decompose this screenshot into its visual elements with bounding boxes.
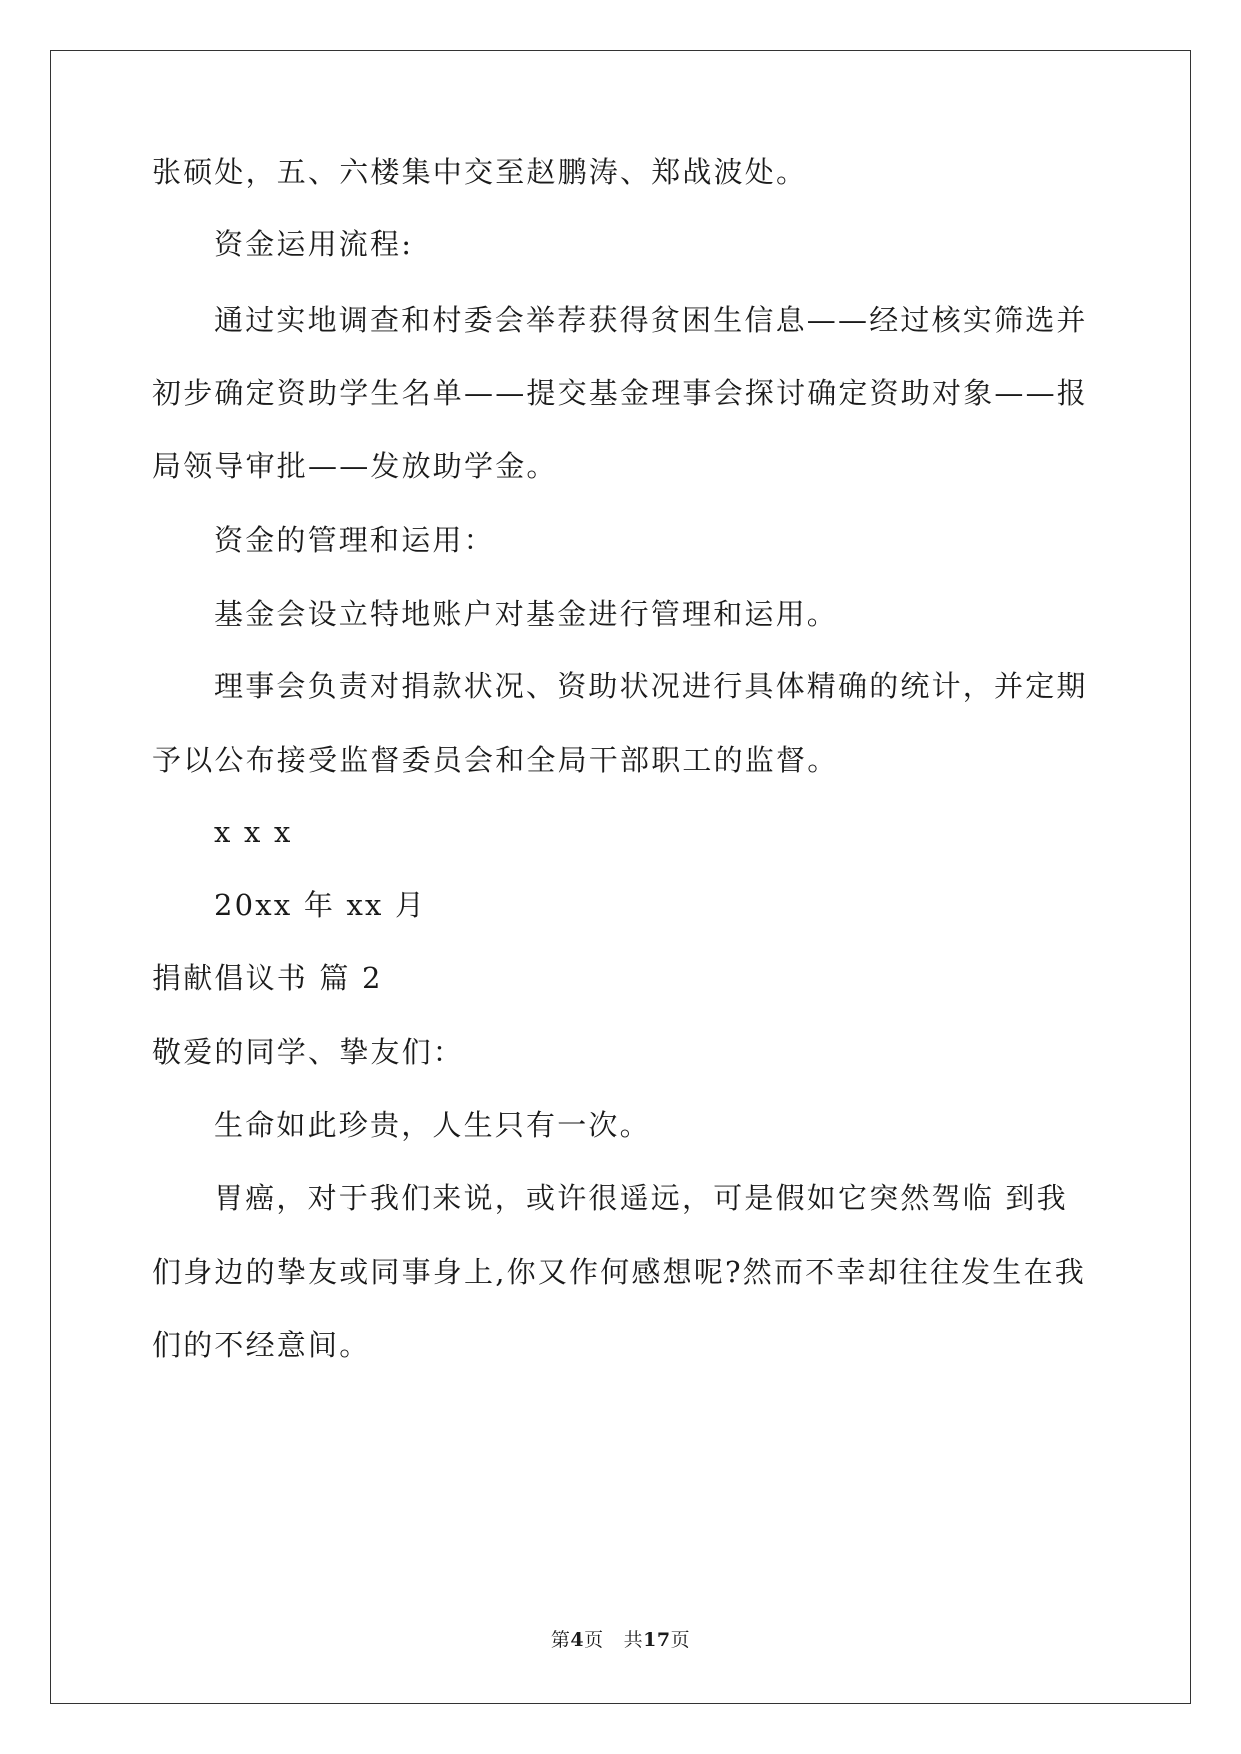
body-line-16: 们身边的挚友或同事身上,你又作何感想呢?然而不幸却往往发生在我 bbox=[152, 1255, 1086, 1289]
section-heading-fund-flow: 资金运用流程: bbox=[214, 227, 414, 261]
body-line-5: 局领导审批——发放助学金。 bbox=[152, 449, 558, 483]
page-border bbox=[50, 50, 1191, 1704]
section-title: 捐献倡议书 篇 2 bbox=[152, 961, 383, 995]
page-footer bbox=[0, 1628, 1241, 1652]
body-line-7: 基金会设立特地账户对基金进行管理和运用。 bbox=[214, 597, 839, 631]
section-heading-fund-management: 资金的管理和运用： bbox=[214, 523, 495, 557]
body-line-9: 予以公布接受监督委员会和全局干部职工的监督。 bbox=[152, 743, 839, 777]
signature-date: 20xx 年 xx 月 bbox=[214, 888, 427, 922]
signature-name: x x x bbox=[214, 815, 293, 849]
body-line-1: 张硕处，五、六楼集中交至赵鹏涛、郑战波处。 bbox=[152, 155, 808, 189]
page-number: 4 bbox=[570, 1629, 585, 1651]
page-suffix: 页 bbox=[584, 1629, 604, 1651]
page-prefix: 第 bbox=[550, 1629, 571, 1651]
salutation: 敬爱的同学、挚友们： bbox=[152, 1035, 465, 1069]
total-suffix: 页 bbox=[670, 1629, 691, 1651]
body-line-17: 们的不经意间。 bbox=[152, 1328, 371, 1362]
body-line-3: 通过实地调查和村委会举荐获得贫困生信息——经过核实筛选并 bbox=[214, 303, 1088, 337]
total-prefix: 共 bbox=[623, 1629, 644, 1651]
body-line-4: 初步确定资助学生名单——提交基金理事会探讨确定资助对象——报 bbox=[152, 376, 1089, 410]
total-pages: 17 bbox=[643, 1629, 671, 1651]
body-line-8: 理事会负责对捐款状况、资助状况进行具体精确的统计，并定期 bbox=[214, 669, 1088, 703]
body-line-14: 生命如此珍贵，人生只有一次。 bbox=[214, 1108, 651, 1142]
body-line-15: 胃癌，对于我们来说，或许很遥远，可是假如它突然驾临 到我 bbox=[214, 1181, 1068, 1215]
